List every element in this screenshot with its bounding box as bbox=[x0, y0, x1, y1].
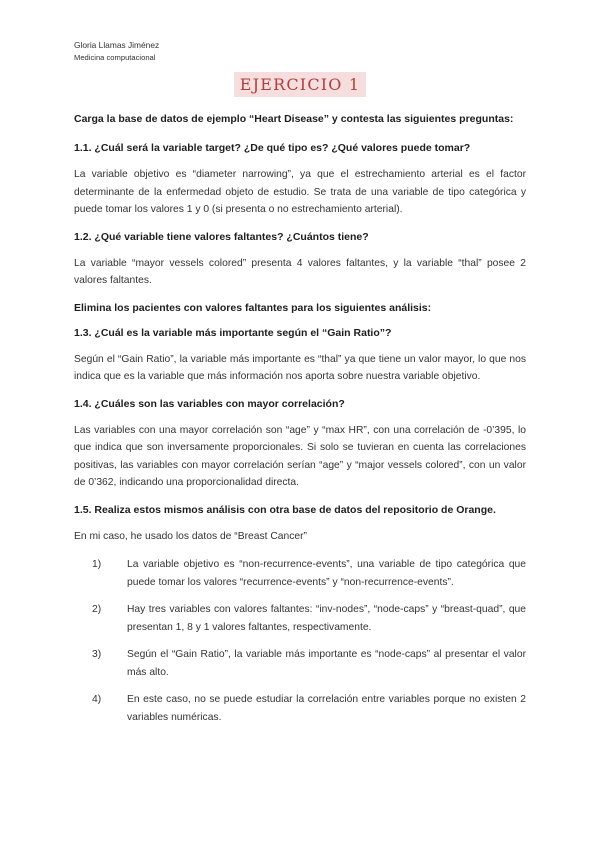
page-title: EJERCICIO 1 bbox=[234, 72, 367, 97]
list-item-number: 4) bbox=[92, 694, 102, 705]
list-item-text: La variable objetivo es “non-recurrence-events”, una variable de tipo categórica que puede tomar los valores “recurrence-events” y “non-recurrence-events”. bbox=[127, 559, 526, 588]
question-1-1: 1.1. ¿Cuál será la variable target? ¿De qué tipo es? ¿Qué valores puede tomar? bbox=[74, 142, 471, 154]
answer-1-2: La variable “mayor vessels colored” presenta 4 valores faltantes, y la variable “thal” posee 2 valores faltantes. bbox=[74, 257, 526, 286]
header-subject: Medicina computacional bbox=[74, 53, 156, 62]
answer-1-1: La variable objetivo es “diameter narrowing”, ya que el estrechamiento arterial es el factor determinante de la enfermedad objeto de estudio. Se trata de una variable de tipo categórica y puede tomar los valores 1 y 0 (si presenta o no estrechamiento arterial). bbox=[74, 169, 526, 215]
answer-1-5-lead: En mi caso, he usado los datos de “Breast Cancer” bbox=[74, 530, 307, 542]
question-1-3: 1.3. ¿Cuál es la variable más importante según el “Gain Ratio”? bbox=[74, 326, 392, 339]
list-item-text: En este caso, no se puede estudiar la correlación entre variables porque no existen 2 variables numéricas. bbox=[127, 694, 526, 723]
answer-1-3: Según el “Gain Ratio”, la variable más importante es “thal” ya que tiene un valor mayor, lo que nos indica que es la variable que más información nos aporta sobre nuestra variable objetivo. bbox=[74, 353, 526, 382]
list-item bbox=[92, 556, 526, 591]
document-body bbox=[74, 112, 526, 726]
list-item-number: 1) bbox=[92, 559, 102, 570]
breast-cancer-list bbox=[74, 556, 526, 726]
list-item bbox=[92, 646, 526, 681]
answer-1-4: Las variables con una mayor correlación son “age” y “max HR”, con una correlación de -0’395, lo que indica que son inversamente proporcionales. Si solo se tuvieran en cuenta las correlaciones positivas, las variables con mayor correlación serían “age” y “major vessels colored”, con un valor de 0’362, indicando una proporcionalidad directa. bbox=[74, 424, 526, 488]
list-item-text: Hay tres variables con valores faltantes: “inv-nodes”, “node-caps” y “breast-quad”, que presentan 1, 8 y 1 valores faltantes, respectivamente. bbox=[127, 604, 526, 633]
list-item bbox=[92, 601, 526, 636]
question-1-2: 1.2. ¿Qué variable tiene valores faltantes? ¿Cuántos tiene? bbox=[74, 230, 369, 243]
title-container bbox=[0, 72, 600, 97]
intro-text: Carga la base de datos de ejemplo “Heart Disease” y contesta las siguientes preguntas: bbox=[74, 113, 514, 125]
question-1-4: 1.4. ¿Cuáles son las variables con mayor correlación? bbox=[74, 397, 345, 410]
list-item-number: 3) bbox=[92, 649, 102, 660]
question-1-5: 1.5. Realiza estos mismos análisis con otra base de datos del repositorio de Orange. bbox=[74, 503, 496, 516]
list-item-text: Según el “Gain Ratio”, la variable más importante es “node-caps” al presentar el valor más alto. bbox=[127, 649, 526, 678]
list-item bbox=[92, 691, 526, 726]
instruction-text: Elimina los pacientes con valores faltantes para los siguientes análisis: bbox=[74, 301, 432, 314]
header-author: Gloria Llamas Jiménez bbox=[74, 40, 160, 50]
list-item-number: 2) bbox=[92, 604, 102, 615]
